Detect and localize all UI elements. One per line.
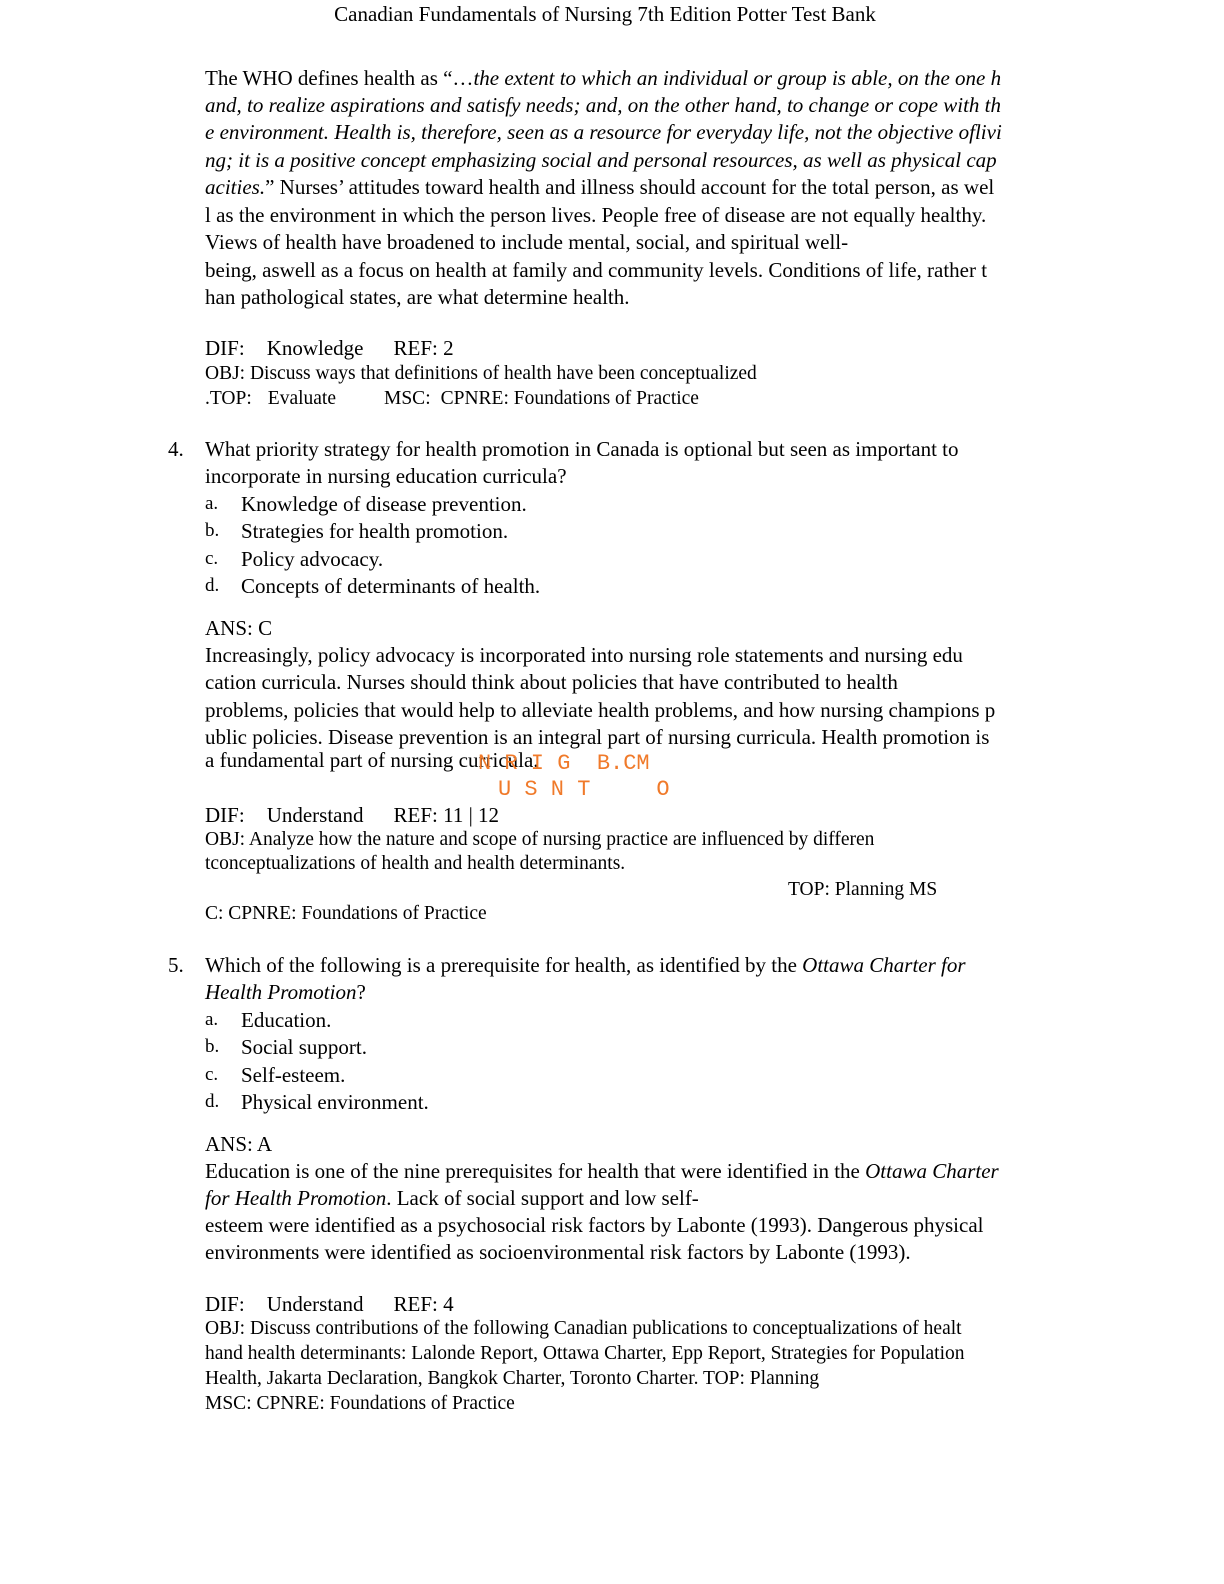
q5-msc: MSC: CPNRE: Foundations of Practice (205, 1393, 515, 1414)
option-letter: a. (205, 493, 219, 514)
option-text: Social support. (241, 1035, 367, 1059)
rationale-line: e environment. Health is, therefore, seen as a resource for everyday life, not the objective oflivi (205, 120, 1002, 144)
q4-topic: TOP: Planning MS (788, 879, 938, 900)
option-text: Policy advocacy. (241, 547, 384, 571)
option-text: Education. (241, 1008, 332, 1032)
q5-objective: Health, Jakarta Declaration, Bangkok Charter, Toronto Charter. TOP: Planning (205, 1368, 820, 1389)
q4-objective: OBJ: Analyze how the nature and scope of nursing practice are influenced by differen (205, 829, 875, 850)
answer-key: ANS: A (205, 1132, 273, 1156)
q5-objective: OBJ: Discuss contributions of the following Canadian publications to conceptualizations of healt (205, 1318, 962, 1339)
answer-key: ANS: C (205, 616, 273, 640)
question-stem: incorporate in nursing education curricula? (205, 464, 567, 488)
rationale-line: Increasingly, policy advocacy is incorporated into nursing role statements and nursing edu (205, 643, 963, 667)
question-stem: Health Promotion? (205, 980, 366, 1004)
option-text: Strategies for health promotion. (241, 519, 509, 543)
option-text: Knowledge of disease prevention. (241, 492, 527, 516)
rationale-line: han pathological states, are what determine health. (205, 285, 630, 309)
q3-dif-ref: DIF: Knowledge REF: 2 (205, 336, 454, 360)
option-letter: c. (205, 1064, 219, 1085)
q5-dif-ref: DIF: Understand REF: 4 (205, 1292, 454, 1316)
rationale-line: esteem were identified as a psychosocial risk factors by Labonte (1993). Dangerous physical (205, 1213, 984, 1237)
option-text: Physical environment. (241, 1090, 429, 1114)
option-letter: d. (205, 1091, 220, 1112)
rationale-line: a fundamental part of nursing curricula. (205, 748, 539, 772)
q3-objective: OBJ: Discuss ways that definitions of health have been conceptualized (205, 363, 757, 384)
option-text: Self-esteem. (241, 1063, 346, 1087)
q4-msc: C: CPNRE: Foundations of Practice (205, 903, 487, 924)
rationale-line: being, aswell as a focus on health at family and community levels. Conditions of life, rather t (205, 258, 988, 282)
question-number: 4. (168, 437, 184, 461)
q3-top-msc: .TOP: Evaluate MSC: CPNRE: Foundations of Practice (205, 388, 699, 409)
option-letter: b. (205, 520, 220, 541)
option-letter: d. (205, 575, 220, 596)
page-header: Canadian Fundamentals of Nursing 7th Edition Potter Test Bank (334, 2, 876, 26)
rationale-line: The WHO defines health as “…the extent to which an individual or group is able, on the one h (205, 66, 1002, 90)
rationale-line: acities.” Nurses’ attitudes toward health and illness should account for the total person, as wel (205, 175, 995, 199)
q4-dif-ref: DIF: Understand REF: 11 | 12 (205, 803, 500, 827)
option-letter: b. (205, 1036, 220, 1057)
option-letter: a. (205, 1009, 219, 1030)
rationale-line: cation curricula. Nurses should think about policies that have contributed to health (205, 670, 898, 694)
q4-objective: tconceptualizations of health and health determinants. (205, 853, 626, 874)
rationale-line: ng; it is a positive concept emphasizing social and personal resources, as well as physical cap (205, 148, 997, 172)
rationale-line: l as the environment in which the person lives. People free of disease are not equally healthy. (205, 203, 987, 227)
rationale-line: for Health Promotion. Lack of social support and low self- (205, 1186, 699, 1210)
question-stem: Which of the following is a prerequisite for health, as identified by the Ottawa Charter for (205, 953, 966, 977)
question-stem: What priority strategy for health promotion in Canada is optional but seen as important to (205, 437, 959, 461)
rationale-line: environments were identified as socioenvironmental risk factors by Labonte (1993). (205, 1240, 911, 1264)
q5-objective: hand health determinants: Lalonde Report, Ottawa Charter, Epp Report, Strategies for Population (205, 1343, 965, 1364)
option-text: Concepts of determinants of health. (241, 574, 541, 598)
watermark-row: U S N T O (498, 777, 670, 802)
rationale-line: ublic policies. Disease prevention is an integral part of nursing curricula. Health promotion is (205, 725, 990, 749)
option-letter: c. (205, 548, 219, 569)
rationale-line: Views of health have broadened to include mental, social, and spiritual well- (205, 230, 849, 254)
question-number: 5. (168, 953, 184, 977)
watermark-row: N R I G B.CM (478, 751, 650, 776)
rationale-line: Education is one of the nine prerequisites for health that were identified in the Ottawa Charter (205, 1159, 999, 1183)
rationale-line: and, to realize aspirations and satisfy needs; and, on the other hand, to change or cope with th (205, 93, 1001, 117)
rationale-line: problems, policies that would help to alleviate health problems, and how nursing champions p (205, 698, 996, 722)
